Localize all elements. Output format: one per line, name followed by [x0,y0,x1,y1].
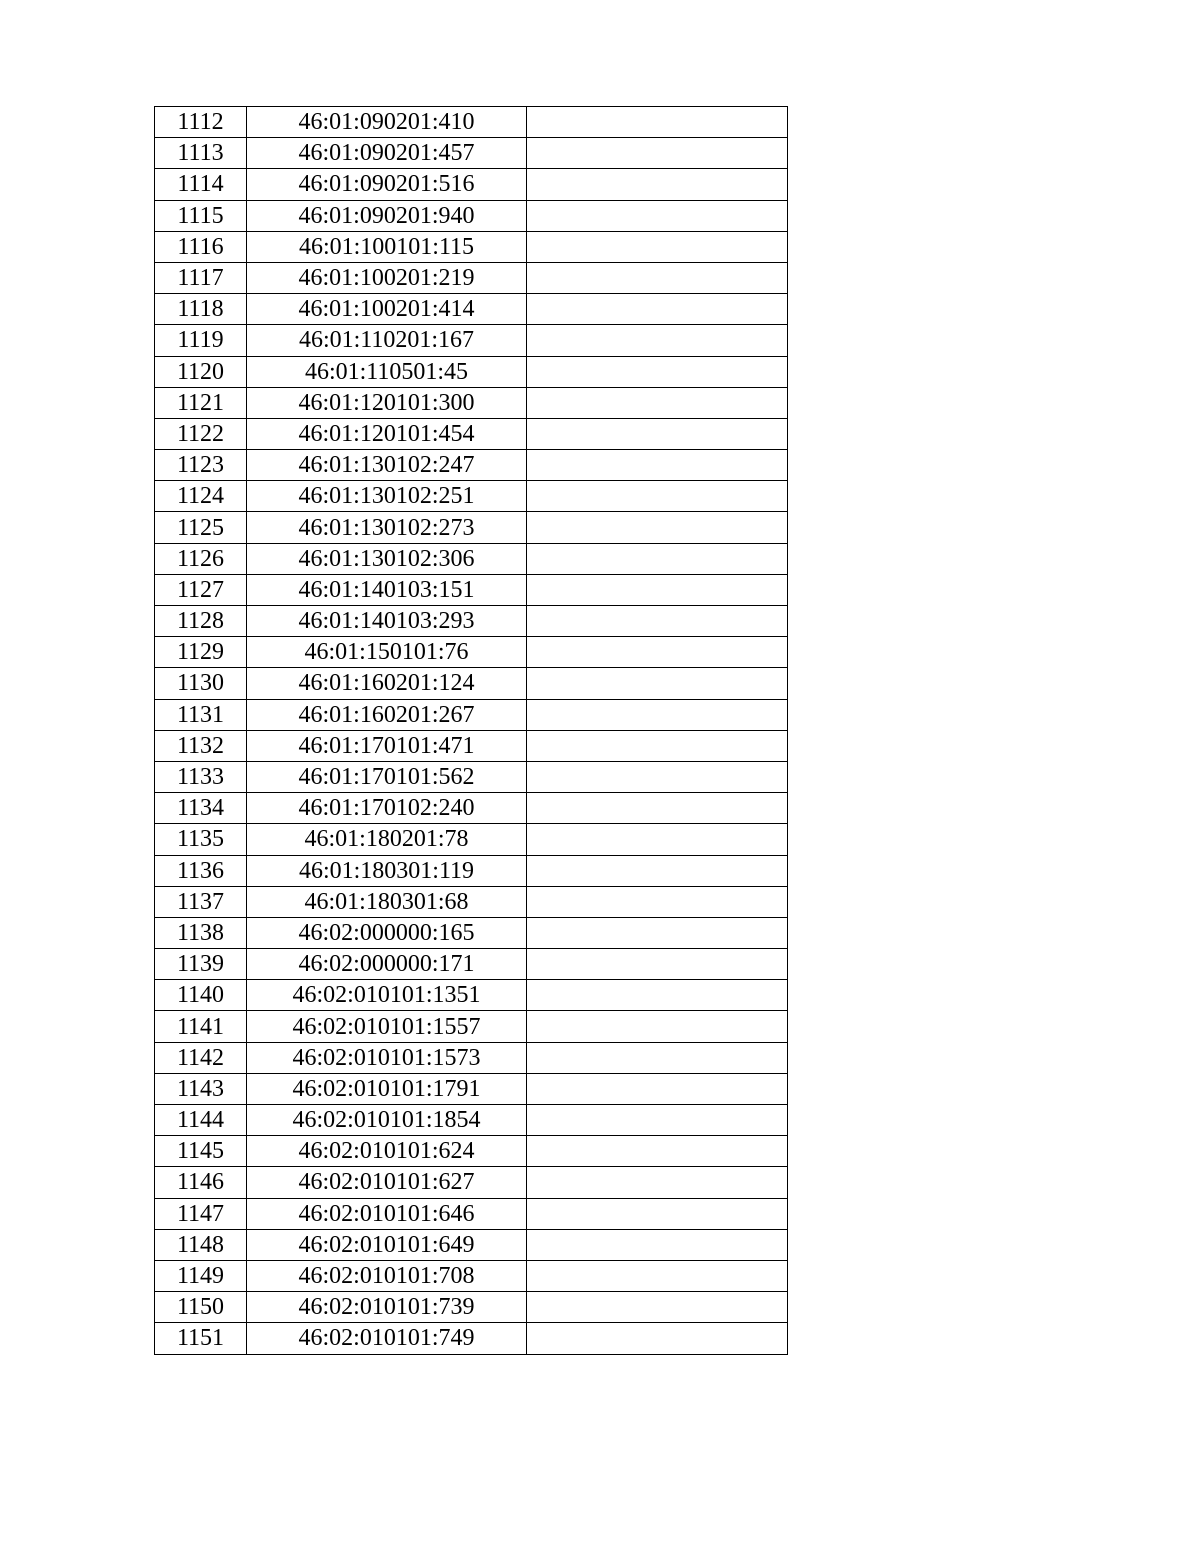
row-number-cell: 1115 [155,200,247,231]
empty-note-cell [527,1198,788,1229]
table-row [155,730,788,761]
cadastral-number-cell: 46:02:010101:624 [247,1136,527,1167]
table-row [155,699,788,730]
empty-note-cell [527,1042,788,1073]
cadastral-number-cell: 46:01:150101:76 [247,637,527,668]
cadastral-number-cell: 46:02:000000:171 [247,949,527,980]
cadastral-number-cell: 46:01:130102:306 [247,543,527,574]
row-number-cell: 1145 [155,1136,247,1167]
cadastral-number-cell: 46:01:130102:273 [247,512,527,543]
table-row [155,138,788,169]
cadastral-number-cell: 46:01:090201:457 [247,138,527,169]
row-number-cell: 1143 [155,1073,247,1104]
empty-note-cell [527,1229,788,1260]
table-row [155,387,788,418]
table-body [155,107,788,1355]
table-row [155,574,788,605]
table-row [155,1229,788,1260]
row-number-cell: 1132 [155,730,247,761]
empty-note-cell [527,1260,788,1291]
table-row [155,949,788,980]
empty-note-cell [527,606,788,637]
empty-note-cell [527,262,788,293]
empty-note-cell [527,980,788,1011]
cadastral-number-cell: 46:02:010101:749 [247,1323,527,1354]
row-number-cell: 1150 [155,1292,247,1323]
empty-note-cell [527,543,788,574]
cadastral-number-cell: 46:01:130102:251 [247,481,527,512]
table-row [155,637,788,668]
row-number-cell: 1147 [155,1198,247,1229]
table-row [155,917,788,948]
empty-note-cell [527,450,788,481]
empty-note-cell [527,761,788,792]
empty-note-cell [527,169,788,200]
empty-note-cell [527,1136,788,1167]
cadastral-number-cell: 46:02:010101:627 [247,1167,527,1198]
table-row [155,325,788,356]
table-row [155,356,788,387]
empty-note-cell [527,793,788,824]
table-row [155,606,788,637]
table-row [155,855,788,886]
row-number-cell: 1148 [155,1229,247,1260]
cadastral-number-cell: 46:02:010101:1791 [247,1073,527,1104]
table-row [155,1260,788,1291]
empty-note-cell [527,1073,788,1104]
cadastral-number-cell: 46:02:000000:165 [247,917,527,948]
row-number-cell: 1146 [155,1167,247,1198]
row-number-cell: 1130 [155,668,247,699]
table-row [155,1073,788,1104]
empty-note-cell [527,231,788,262]
cadastral-number-cell: 46:01:160201:124 [247,668,527,699]
row-number-cell: 1136 [155,855,247,886]
row-number-cell: 1137 [155,886,247,917]
empty-note-cell [527,637,788,668]
row-number-cell: 1135 [155,824,247,855]
empty-note-cell [527,574,788,605]
cadastral-number-cell: 46:01:140103:151 [247,574,527,605]
empty-note-cell [527,1323,788,1354]
cadastral-number-cell: 46:01:170102:240 [247,793,527,824]
cadastral-table [154,106,788,1355]
row-number-cell: 1141 [155,1011,247,1042]
cadastral-number-cell: 46:01:090201:410 [247,107,527,138]
table-row [155,1011,788,1042]
row-number-cell: 1124 [155,481,247,512]
table-row [155,481,788,512]
empty-note-cell [527,138,788,169]
empty-note-cell [527,668,788,699]
table-row [155,543,788,574]
row-number-cell: 1121 [155,387,247,418]
cadastral-number-cell: 46:01:090201:516 [247,169,527,200]
table-row [155,886,788,917]
table-row [155,200,788,231]
empty-note-cell [527,886,788,917]
cadastral-number-cell: 46:01:140103:293 [247,606,527,637]
row-number-cell: 1149 [155,1260,247,1291]
empty-note-cell [527,356,788,387]
row-number-cell: 1140 [155,980,247,1011]
row-number-cell: 1133 [155,761,247,792]
row-number-cell: 1126 [155,543,247,574]
table-row [155,512,788,543]
empty-note-cell [527,699,788,730]
row-number-cell: 1129 [155,637,247,668]
empty-note-cell [527,1167,788,1198]
empty-note-cell [527,730,788,761]
row-number-cell: 1139 [155,949,247,980]
table-row [155,262,788,293]
empty-note-cell [527,1292,788,1323]
empty-note-cell [527,1011,788,1042]
empty-note-cell [527,824,788,855]
cadastral-number-cell: 46:02:010101:708 [247,1260,527,1291]
table-row [155,1292,788,1323]
cadastral-number-cell: 46:01:130102:247 [247,450,527,481]
table-row [155,418,788,449]
cadastral-number-cell: 46:02:010101:1573 [247,1042,527,1073]
table-row [155,169,788,200]
empty-note-cell [527,949,788,980]
row-number-cell: 1119 [155,325,247,356]
table-row [155,668,788,699]
cadastral-number-cell: 46:02:010101:1557 [247,1011,527,1042]
cadastral-number-cell: 46:02:010101:739 [247,1292,527,1323]
row-number-cell: 1120 [155,356,247,387]
table-row [155,1167,788,1198]
row-number-cell: 1128 [155,606,247,637]
cadastral-number-cell: 46:02:010101:649 [247,1229,527,1260]
table-row [155,824,788,855]
row-number-cell: 1113 [155,138,247,169]
table-row [155,450,788,481]
table-row [155,793,788,824]
cadastral-number-cell: 46:01:180301:68 [247,886,527,917]
row-number-cell: 1118 [155,294,247,325]
empty-note-cell [527,512,788,543]
table-row [155,1323,788,1354]
empty-note-cell [527,855,788,886]
row-number-cell: 1117 [155,262,247,293]
table-row [155,107,788,138]
row-number-cell: 1131 [155,699,247,730]
row-number-cell: 1142 [155,1042,247,1073]
empty-note-cell [527,294,788,325]
table-row [155,294,788,325]
cadastral-number-cell: 46:01:090201:940 [247,200,527,231]
cadastral-number-cell: 46:01:170101:471 [247,730,527,761]
row-number-cell: 1151 [155,1323,247,1354]
cadastral-number-cell: 46:01:160201:267 [247,699,527,730]
empty-note-cell [527,387,788,418]
cadastral-number-cell: 46:01:110501:45 [247,356,527,387]
empty-note-cell [527,1105,788,1136]
table-row [155,1042,788,1073]
row-number-cell: 1122 [155,418,247,449]
row-number-cell: 1134 [155,793,247,824]
empty-note-cell [527,917,788,948]
cadastral-number-cell: 46:02:010101:646 [247,1198,527,1229]
cadastral-number-cell: 46:01:120101:454 [247,418,527,449]
row-number-cell: 1127 [155,574,247,605]
cadastral-number-cell: 46:01:180301:119 [247,855,527,886]
cadastral-number-cell: 46:01:100101:115 [247,231,527,262]
empty-note-cell [527,325,788,356]
table-row [155,761,788,792]
row-number-cell: 1114 [155,169,247,200]
table-row [155,1198,788,1229]
cadastral-number-cell: 46:01:100201:414 [247,294,527,325]
empty-note-cell [527,418,788,449]
cadastral-number-cell: 46:01:110201:167 [247,325,527,356]
empty-note-cell [527,200,788,231]
row-number-cell: 1125 [155,512,247,543]
table-row [155,1105,788,1136]
cadastral-number-cell: 46:02:010101:1351 [247,980,527,1011]
table-row [155,231,788,262]
cadastral-number-cell: 46:01:120101:300 [247,387,527,418]
table-row [155,980,788,1011]
empty-note-cell [527,107,788,138]
cadastral-number-cell: 46:01:100201:219 [247,262,527,293]
empty-note-cell [527,481,788,512]
table-row [155,1136,788,1167]
cadastral-number-cell: 46:01:170101:562 [247,761,527,792]
cadastral-number-cell: 46:01:180201:78 [247,824,527,855]
row-number-cell: 1144 [155,1105,247,1136]
row-number-cell: 1138 [155,917,247,948]
row-number-cell: 1112 [155,107,247,138]
row-number-cell: 1116 [155,231,247,262]
cadastral-number-cell: 46:02:010101:1854 [247,1105,527,1136]
row-number-cell: 1123 [155,450,247,481]
